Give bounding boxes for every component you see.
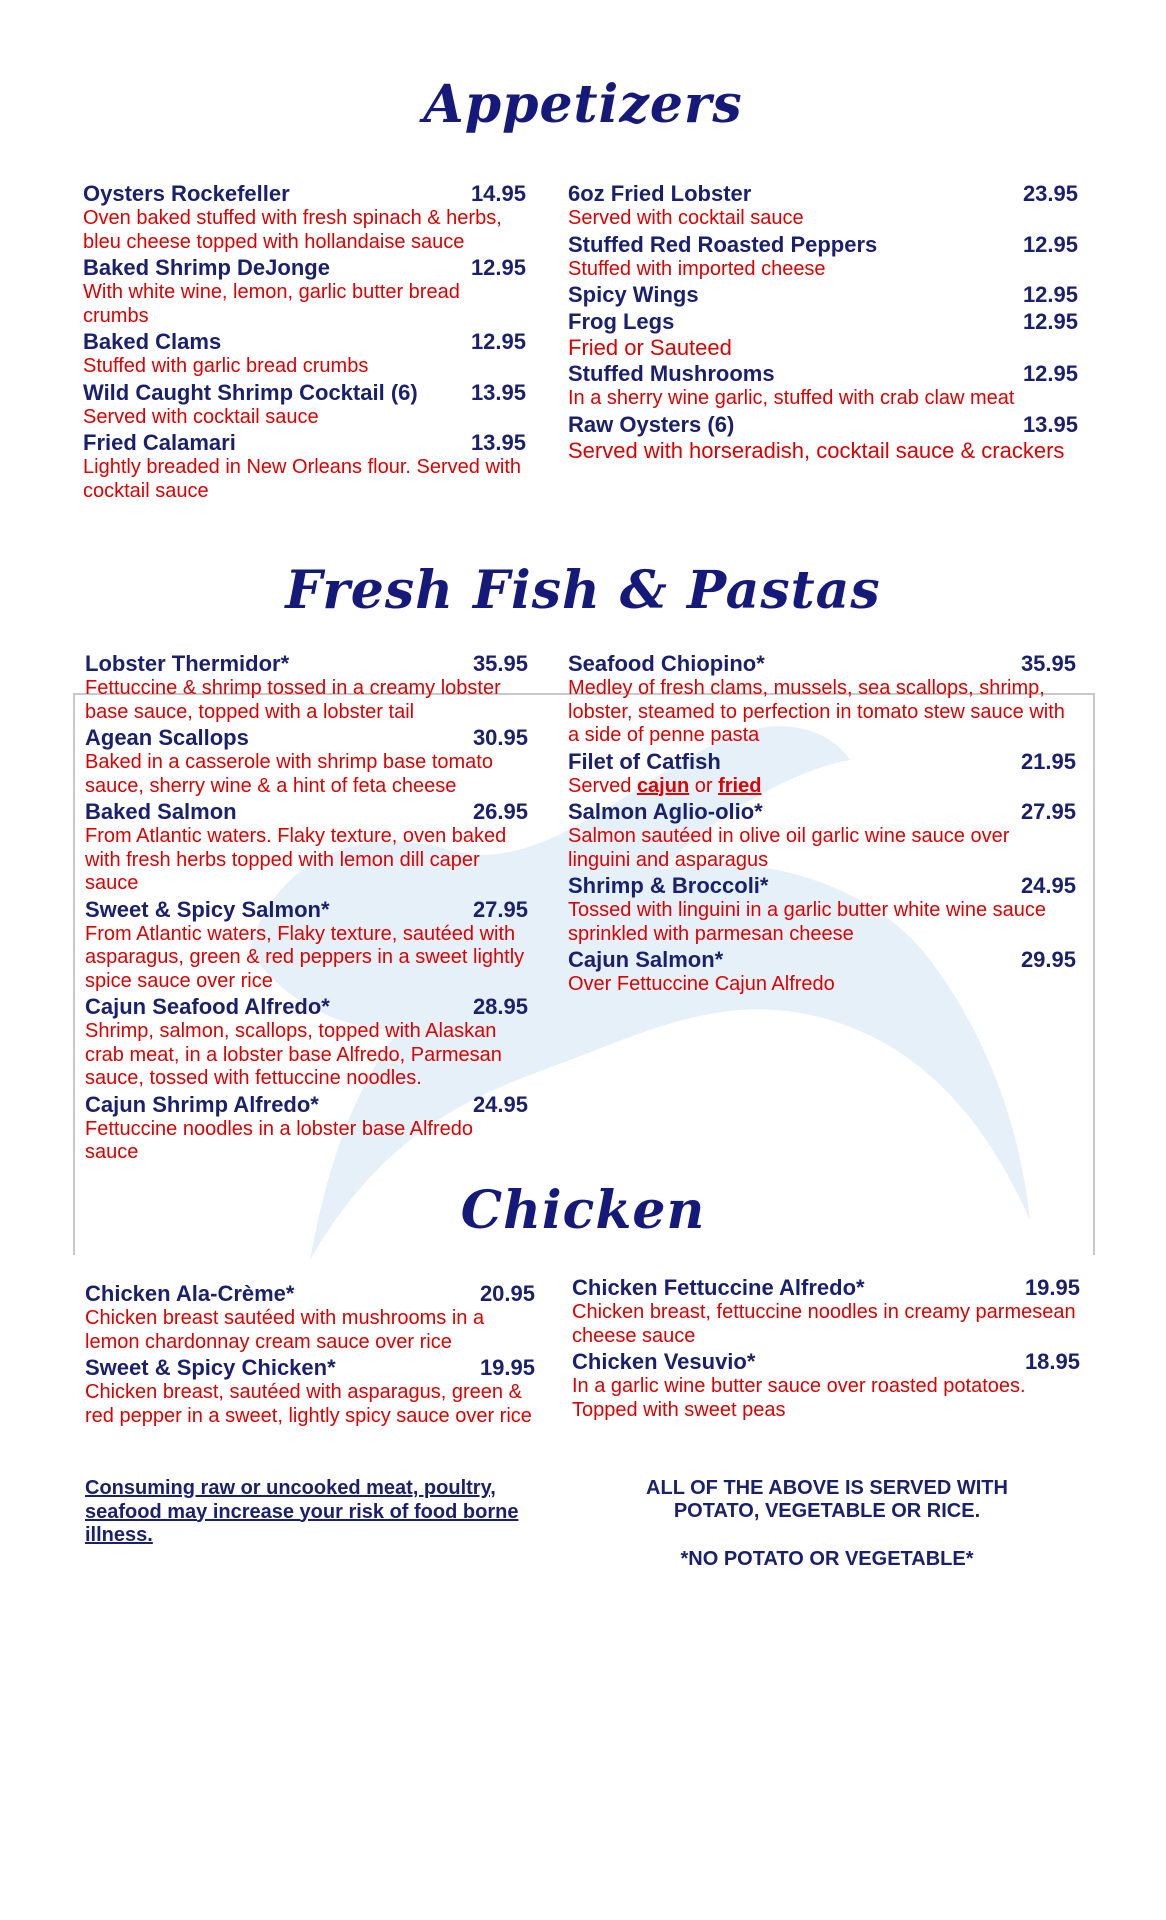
fish-right-column	[568, 650, 1076, 997]
menu-item	[572, 1274, 1080, 1348]
item-price: 28.95	[472, 994, 528, 1019]
appetizers-left-column	[83, 180, 526, 503]
item-price: 27.95	[1020, 799, 1076, 824]
menu-item	[83, 328, 526, 379]
menu-item	[572, 1348, 1080, 1422]
menu-item	[568, 748, 1076, 799]
item-price: 19.95	[479, 1355, 535, 1380]
item-name: Oysters Rockefeller	[83, 181, 290, 206]
item-description: With white wine, lemon, garlic butter bread crumbs	[83, 281, 460, 327]
item-name: Agean Scallops	[85, 725, 249, 750]
item-name: Fried Calamari	[83, 430, 236, 455]
chicken-right-column	[572, 1274, 1080, 1422]
item-price: 12.95	[1022, 231, 1078, 257]
item-name: Baked Salmon	[85, 799, 237, 824]
item-name: Sweet & Spicy Chicken*	[85, 1355, 336, 1380]
item-description: Lightly breaded in New Orleans flour. Served with cocktail sauce	[83, 456, 522, 502]
item-description: Stuffed with imported cheese	[568, 257, 826, 280]
menu-item	[85, 724, 528, 798]
item-description: In a sherry wine garlic, stuffed with crab claw meat	[568, 387, 1015, 409]
item-price: 26.95	[472, 799, 528, 824]
item-description: Fettuccine noodles in a lobster base Alfredo sauce	[85, 1117, 474, 1163]
item-price: 27.95	[472, 896, 528, 922]
item-description: Salmon sautéed in olive oil garlic wine sauce over linguini and asparagus	[568, 825, 1010, 871]
item-name: Shrimp & Broccoli*	[568, 873, 769, 898]
item-description: Stuffed with garlic bread crumbs	[83, 355, 369, 377]
item-name: Lobster Thermidor*	[85, 651, 290, 676]
appetizers-right-column	[568, 180, 1078, 463]
fish-left-column	[85, 650, 528, 1165]
served-with-line-2: POTATO, VEGETABLE OR RICE.	[673, 1500, 981, 1522]
item-description: In a garlic wine butter sauce over roasted potatoes. Topped with sweet peas	[572, 1375, 1026, 1421]
item-price: 24.95	[1020, 873, 1076, 898]
menu-item	[85, 896, 528, 994]
menu-item	[83, 429, 526, 503]
menu-item	[568, 411, 1078, 463]
desc-text: Served	[568, 774, 637, 797]
menu-item	[568, 360, 1078, 411]
item-name: Sweet & Spicy Salmon*	[85, 896, 330, 922]
item-description: Served with horseradish, cocktail sauce & crackers	[568, 437, 1065, 463]
item-price: 35.95	[472, 651, 528, 676]
item-price: 12.95	[470, 255, 526, 280]
item-description: Chicken breast, sautéed with asparagus, green & red pepper in a sweet, lightly spicy sauce over rice	[85, 1381, 532, 1427]
item-price: 14.95	[470, 181, 526, 206]
item-price: 19.95	[1024, 1275, 1080, 1300]
item-description: Shrimp, salmon, scallops, topped with Alaskan crab meat, in a lobster base Alfredo, Parmesan sauce, tossed with fettuccine noodles.	[85, 1020, 502, 1089]
item-name: 6oz Fried Lobster	[568, 181, 752, 206]
desc-text: or	[689, 774, 719, 797]
menu-item	[568, 872, 1076, 946]
item-description: Chicken breast sautéed with mushrooms in a lemon chardonnay cream sauce over rice	[85, 1307, 485, 1353]
menu-item	[85, 1354, 535, 1428]
item-description: Chicken breast, fettuccine noodles in creamy parmesean cheese sauce	[572, 1301, 1076, 1347]
menu-item	[568, 281, 1078, 308]
menu-item	[568, 798, 1076, 872]
item-name: Spicy Wings	[568, 282, 699, 307]
item-description: Fettuccine & shrimp tossed in a creamy lobster base sauce, topped with a lobster tail	[85, 677, 501, 723]
no-potato-note: *NO POTATO OR VEGETABLE*	[680, 1548, 974, 1570]
item-name: Cajun Shrimp Alfredo*	[85, 1091, 319, 1117]
item-name: Salmon Aglio-olio*	[568, 799, 763, 824]
item-price: 35.95	[1020, 651, 1076, 676]
item-price: 12.95	[470, 329, 526, 354]
appetizers-title: Appetizers	[423, 74, 743, 135]
menu-item	[83, 254, 526, 328]
item-name: Wild Caught Shrimp Cocktail (6)	[83, 379, 418, 405]
menu-item	[83, 379, 526, 430]
item-price: 30.95	[472, 725, 528, 750]
menu-item	[568, 308, 1078, 360]
item-description: From Atlantic waters. Flaky texture, oven baked with fresh herbs topped with lemon dill caper sauce	[85, 825, 507, 894]
item-description: Oven baked stuffed with fresh spinach & herbs, bleu cheese topped with hollandaise sauce	[83, 207, 502, 253]
item-name: Chicken Ala-Crème*	[85, 1281, 295, 1306]
item-name: Baked Shrimp DeJonge	[83, 255, 330, 280]
item-name: Frog Legs	[568, 309, 675, 334]
menu-item	[85, 1091, 528, 1165]
menu-item	[85, 650, 528, 724]
item-name: Filet of Catfish	[568, 748, 721, 774]
item-price: 12.95	[1022, 282, 1078, 307]
fish-pastas-title: Fresh Fish & Pastas	[285, 560, 881, 621]
item-description: From Atlantic waters, Flaky texture, sautéed with asparagus, green & red peppers in a sweet lightly spice sauce over rice	[85, 922, 525, 992]
item-price: 23.95	[1022, 181, 1078, 206]
item-description: Over Fettuccine Cajun Alfredo	[568, 973, 835, 995]
menu-item	[85, 1280, 535, 1354]
menu-item	[568, 946, 1076, 997]
item-price: 13.95	[1022, 411, 1078, 437]
item-description: Baked in a casserole with shrimp base tomato sauce, sherry wine & a hint of feta cheese	[85, 751, 493, 797]
menu-item	[85, 798, 528, 896]
cajun-option: cajun	[636, 774, 690, 797]
item-description: Tossed with linguini in a garlic butter white wine sauce sprinkled with parmesan cheese	[568, 899, 1047, 945]
item-name: Baked Clams	[83, 329, 222, 354]
fried-option: fried	[718, 774, 762, 797]
item-description: Served with cocktail sauce	[568, 207, 804, 229]
chicken-left-column	[85, 1280, 535, 1428]
item-price: 18.95	[1024, 1349, 1080, 1374]
item-name: Stuffed Red Roasted Peppers	[568, 231, 878, 257]
item-description: Fried or Sauteed	[568, 335, 732, 360]
item-name: Stuffed Mushrooms	[568, 361, 775, 386]
item-name: Cajun Salmon*	[568, 947, 724, 972]
item-price: 12.95	[1022, 361, 1078, 386]
item-price: 13.95	[470, 379, 526, 405]
menu-item	[568, 231, 1078, 282]
item-price: 12.95	[1022, 309, 1078, 334]
item-price: 21.95	[1020, 748, 1076, 774]
item-name: Cajun Seafood Alfredo*	[85, 994, 330, 1019]
chicken-title: Chicken	[460, 1180, 706, 1241]
served-with-line-1: ALL OF THE ABOVE IS SERVED WITH	[646, 1477, 1008, 1499]
menu-item	[568, 180, 1078, 231]
item-name: Raw Oysters (6)	[568, 411, 735, 437]
menu-item	[85, 993, 528, 1091]
item-description	[568, 775, 1076, 799]
item-price: 24.95	[472, 1091, 528, 1117]
menu-item	[83, 180, 526, 254]
item-name: Chicken Vesuvio*	[572, 1349, 756, 1374]
item-price: 29.95	[1020, 947, 1076, 972]
item-name: Chicken Fettuccine Alfredo*	[572, 1275, 865, 1300]
item-price: 20.95	[479, 1281, 535, 1306]
item-price: 13.95	[470, 430, 526, 455]
food-safety-warning: Consuming raw or uncooked meat, poultry, seafood may increase your risk of food borne illness.	[85, 1477, 519, 1546]
item-name: Seafood Chiopino*	[568, 651, 765, 676]
item-description: Served with cocktail sauce	[83, 405, 319, 428]
menu-item	[568, 650, 1076, 748]
item-description: Medley of fresh clams, mussels, sea scallops, shrimp, lobster, steamed to perfection in tomato stew sauce with a side of penne pasta	[568, 677, 1065, 746]
